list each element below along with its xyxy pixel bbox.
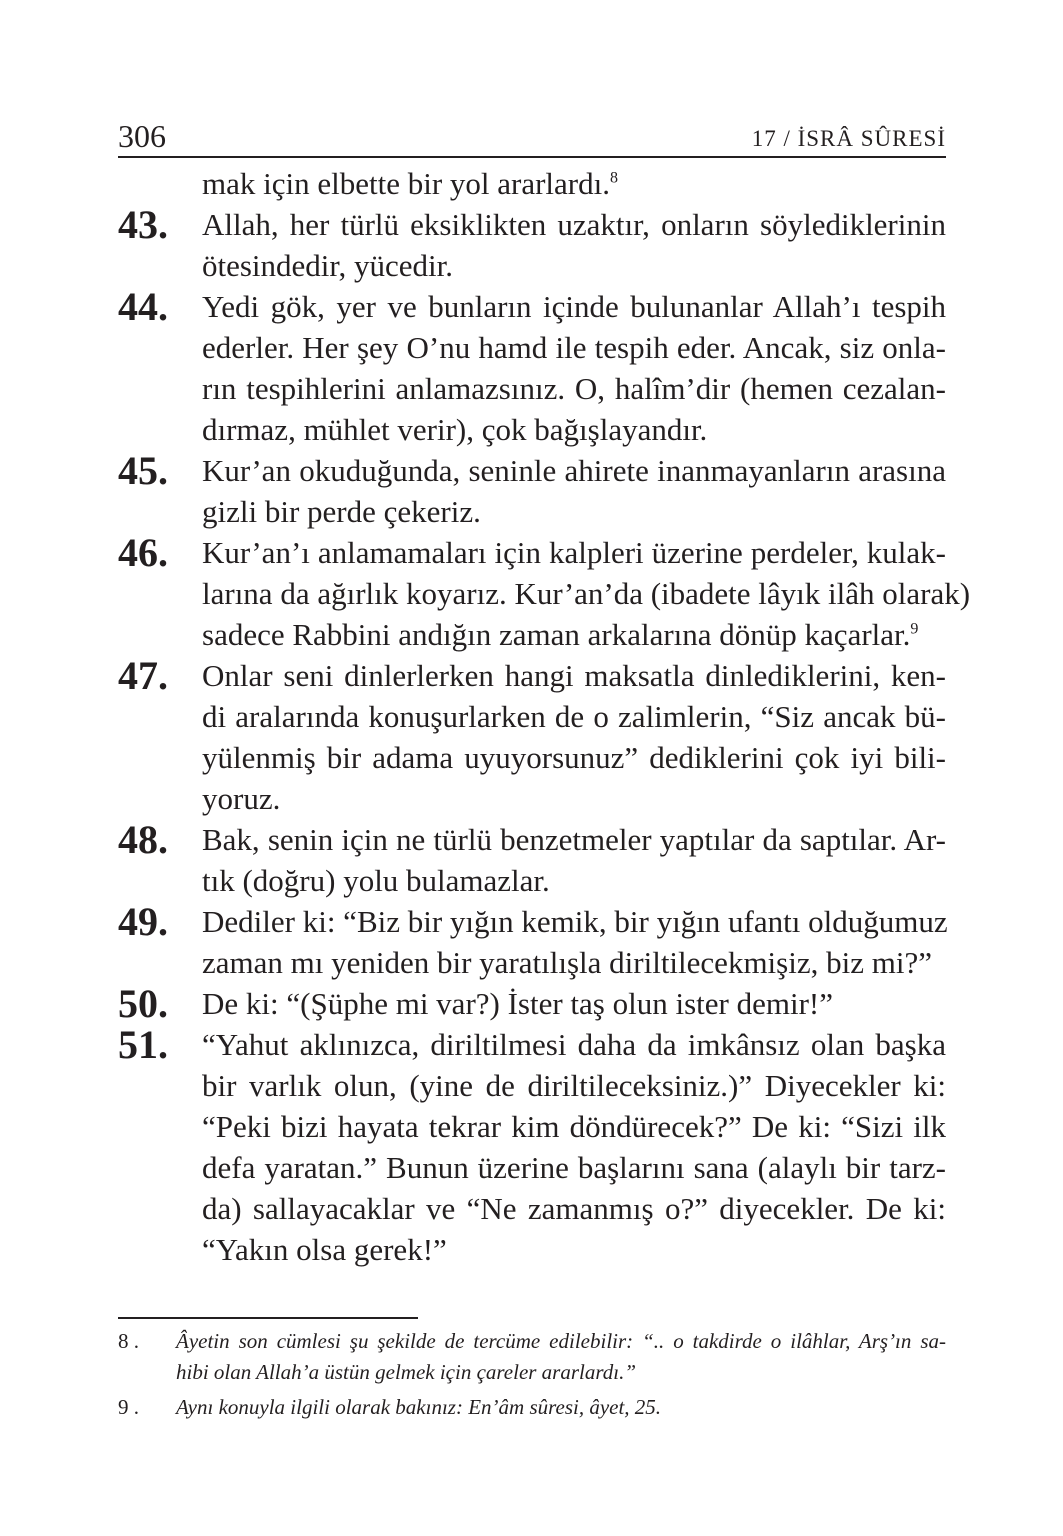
page-number: 306 [118, 118, 166, 154]
verse-line: ederler. Her şey O’nu hamd ile tespih eder. Ancak, siz onla- [202, 330, 946, 365]
verse-line: Allah, her türlü eksiklikten uzaktır, onların söylediklerinin [202, 207, 946, 242]
verse-line: “Yakın olsa gerek!” [202, 1232, 447, 1267]
footnote-divider [118, 1317, 418, 1319]
verse-number: 47. [118, 653, 168, 698]
footnote-8 [118, 1326, 946, 1388]
verse-line: dırmaz, mühlet verir), çok bağışlayandır. [202, 412, 708, 447]
verse-line-text: sadece Rabbini andığın zaman arkalarına dönüp kaçarlar. [202, 617, 911, 652]
verse-44 [118, 286, 946, 450]
footnote-marker: 9 . [118, 1395, 139, 1419]
verse-line: Yedi gök, yer ve bunların içinde bulunanlar Allah’ı tespih [202, 289, 946, 324]
verse-45 [118, 450, 946, 532]
verse-number: 46. [118, 530, 168, 575]
verse-50 [118, 983, 946, 1024]
verse-number: 45. [118, 448, 168, 493]
footnote-line: hibi olan Allah’a üstün gelmek için çareler ararlardı.” [176, 1360, 637, 1384]
verse-line: gizli bir perde çekeriz. [202, 494, 481, 529]
verse-line: larına da ağırlık koyarız. Kur’an’da (ibadete lâyık ilâh olarak) [202, 576, 971, 611]
verse-number: 50. [118, 981, 168, 1026]
verse-46 [118, 530, 971, 655]
verse-line: Onlar seni dinlerlerken hangi maksatla dinlediklerini, ken- [202, 658, 946, 693]
verse-line: bir varlık olun, (yine de diriltileceksiniz.)” Diyecekler ki: [202, 1068, 946, 1103]
verse-continuation [118, 163, 946, 204]
verse-49 [118, 901, 946, 983]
footnote-reference: 9 [910, 620, 919, 638]
verse-line [202, 614, 946, 655]
verse-line: “Peki bizi hayata tekrar kim döndürecek?” De ki: “Sizi ilk [202, 1109, 946, 1144]
verse-line: Bak, senin için ne türlü benzetmeler yaptılar da saptılar. Ar- [202, 822, 946, 857]
verse-line: zaman mı yeniden bir yaratılışla diriltilecekmişiz, biz mi?” [202, 945, 932, 980]
verse-line: “Yahut aklınızca, diriltilmesi daha da imkânsız olan başka [202, 1027, 946, 1062]
footnote-line: Âyetin son cümlesi şu şekilde de tercüme edilebilir: “.. o takdirde o ilâhlar, Arş’ın sa- [176, 1329, 946, 1353]
verse-51 [118, 1024, 946, 1270]
verse-line: tık (doğru) yolu bulamazlar. [202, 863, 550, 898]
verse-line: ötesindedir, yücedir. [202, 248, 453, 283]
verse-number: 44. [118, 284, 168, 329]
verse-line: Kur’an okuduğunda, seninle ahirete inanmayanların arasına [202, 453, 946, 488]
verse-47 [118, 655, 946, 819]
verse-line: defa yaratan.” Bunun üzerine başlarını sana (alaylı bir tarz- [202, 1150, 946, 1185]
footnote-reference: 8 [610, 169, 618, 187]
page-header [118, 116, 946, 158]
verse-number: 51. [118, 1022, 168, 1067]
verse-number: 48. [118, 817, 168, 862]
verse-line: Kur’an’ı anlamamaları için kalpleri üzerine perdeler, kulak- [202, 535, 946, 570]
verse-line [202, 163, 946, 204]
verse-line: rın tespihlerini anlamazsınız. O, halîm’dir (hemen cezalan- [202, 371, 946, 406]
running-title: 17 / İSRÂ SÛRESİ [751, 126, 946, 151]
footnotes [118, 1326, 946, 1427]
verse-number: 49. [118, 899, 168, 944]
verse-line: yoruz. [202, 781, 281, 816]
footnote-marker: 8 . [118, 1329, 139, 1353]
verse-line: Dediler ki: “Biz bir yığın kemik, bir yığın ufantı olduğumuz [202, 904, 948, 939]
verse-line: De ki: “(Şüphe mi var?) İster taş olun ister demir!” [202, 986, 833, 1021]
verse-line: da) sallayacaklar ve “Ne zamanmış o?” diyecekler. De ki: [202, 1191, 946, 1226]
footnote-9 [118, 1392, 946, 1423]
verse-48 [118, 819, 946, 901]
continuation-text: mak için elbette bir yol ararlardı. [202, 166, 610, 201]
verse-line: di aralarında konuşurlarken de o zalimlerin, “Siz ancak bü- [202, 699, 946, 734]
verse-number: 43. [118, 202, 168, 247]
verse-list [118, 163, 971, 1270]
footnote-line: Aynı konuyla ilgili olarak bakınız: En’âm sûresi, âyet, 25. [176, 1395, 662, 1419]
verse-line: yülenmiş bir adama uyuyorsunuz” dediklerini çok iyi bili- [202, 740, 946, 775]
verse-43 [118, 204, 946, 286]
